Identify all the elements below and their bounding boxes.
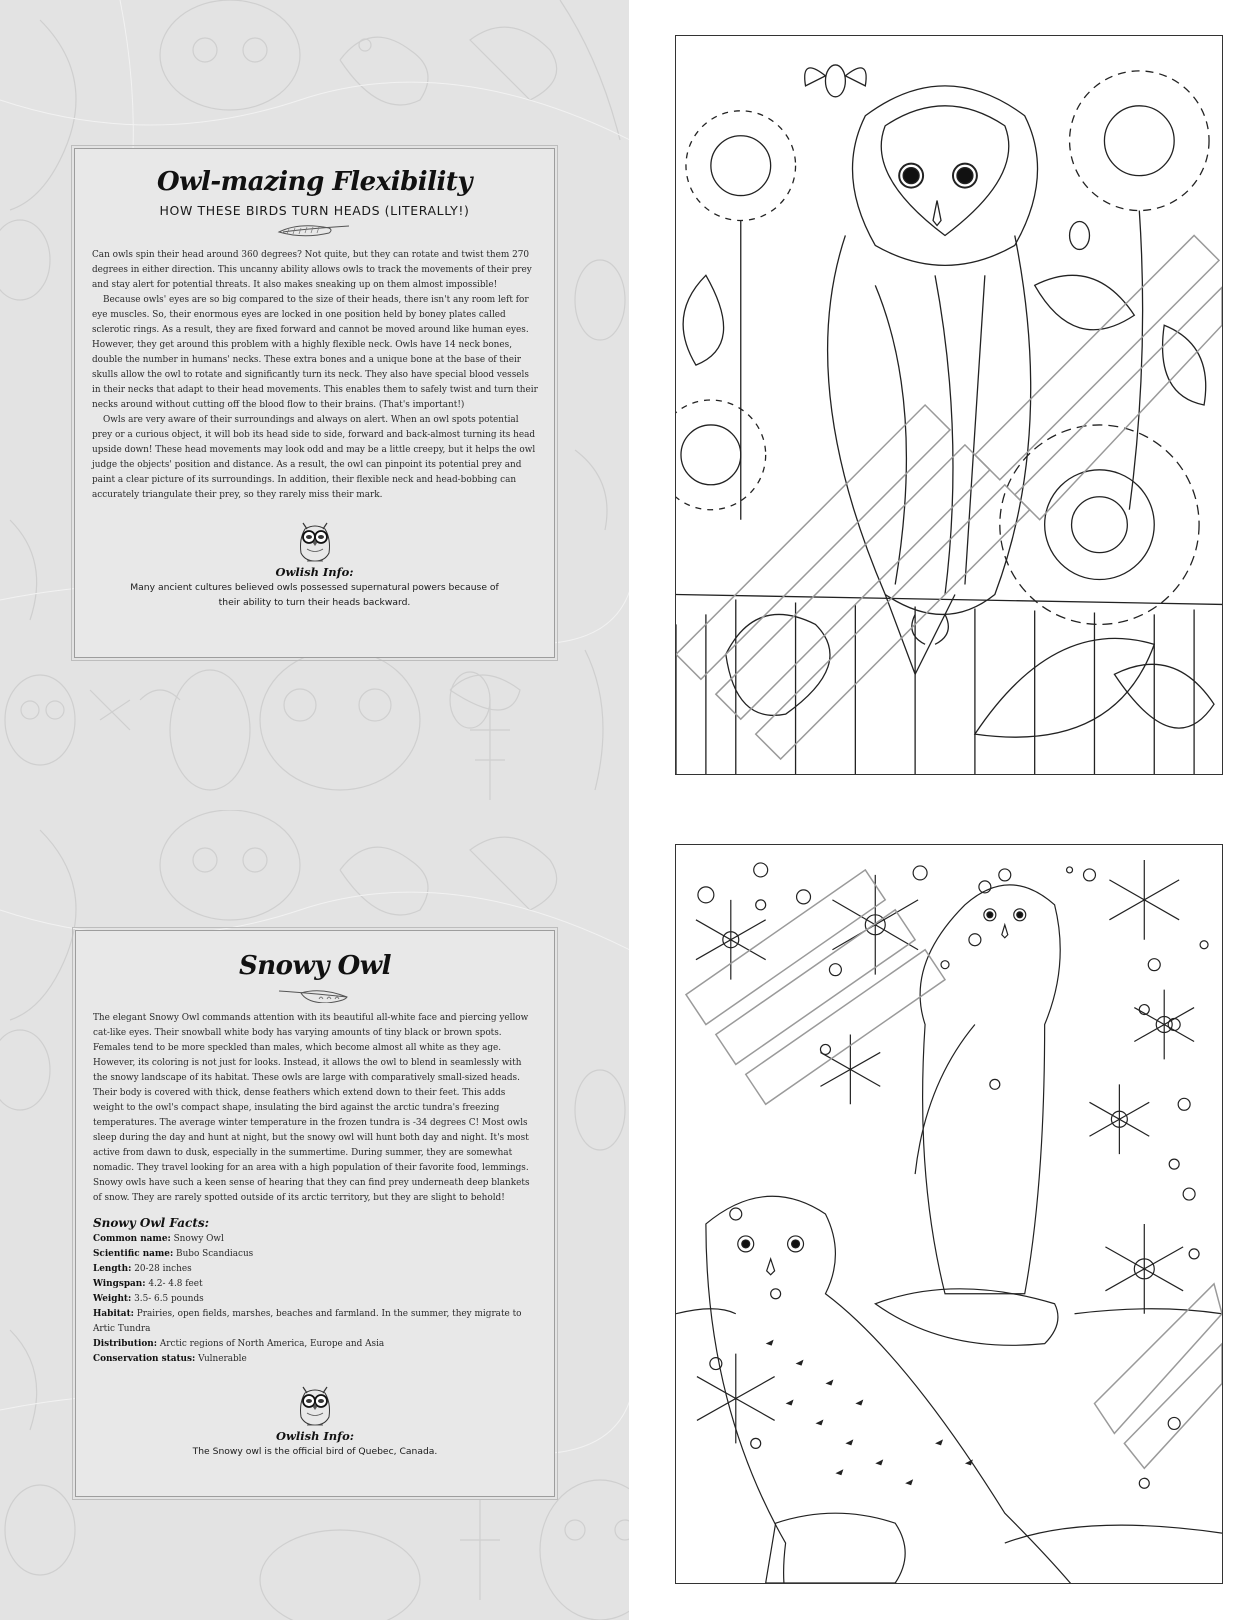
article-body	[75, 248, 554, 503]
owlish-info-title: Owlish Info:	[275, 565, 354, 579]
paragraph: Can owls spin their head around 360 degrees? Not quite, but they can rotate and twist them 270 degrees in either direction. This uncanny ability allows owls to track the movements of their prey and stay alert for potential threats. It also makes sneaking up on them almost impossible!	[92, 250, 532, 290]
coloring-page-snowy-owls	[675, 844, 1223, 1584]
owlish-info-text: Many ancient cultures believed owls possessed supernatural powers because of their ability to turn their heads backward.	[130, 582, 499, 608]
article-body	[76, 1011, 554, 1206]
owl-with-glasses-icon	[295, 1381, 335, 1429]
owlish-info-text: The Snowy owl is the official bird of Quebec, Canada.	[192, 1446, 438, 1457]
owl-with-glasses-icon	[295, 517, 335, 565]
barn-owl-line-art	[676, 36, 1222, 774]
fact-habitat: Habitat: Prairies, open fields, marshes, beaches and farmland. In the summer, they migrate to Artic Tundra	[93, 1309, 522, 1334]
fact-common-name: Common name: Snowy Owl	[93, 1234, 224, 1244]
paragraph: The elegant Snowy Owl commands attention with its beautiful all-white face and piercing yellow cat-like eyes. Their snowball white body has varying amounts of tiny black or brown spots. Females tend to be more speckled than males, which become almost all white as they age. However, its coloring is not just for looks. Instead, it allows the owl to blend in seamlessly with the snowy landscape of its habitat. These owls are large with comparatively small-sized heads. Their body is covered with thick, dense feathers which extend down to their feet. This adds weight to the owl's compact shape, insulating the bird against the arctic tundra's freezing temperatures. The average winter temperature in the frozen tundra is -34 degrees C! Most owls sleep during the day and hunt at night, but the snowy owl will hunt both day and night. It's most active from dawn to dusk, especially in the summertime. During summer, they are somewhat nomadic. They travel looking for an area with a high population of their favorite food, lemmings. Snowy owls have such a keen sense of hearing that they can find prey underneath deep blankets of snow. They are rarely spotted outside of its arctic territory, but they are slight to behold!	[93, 1013, 530, 1203]
feather-icon	[275, 987, 355, 1003]
fact-wingspan: Wingspan: 4.2- 4.8 feet	[93, 1279, 203, 1289]
snowy-owls-line-art	[676, 845, 1222, 1583]
sample-watermark	[686, 870, 1222, 1468]
paragraph: Because owls' eyes are so big compared to the size of their heads, there isn't any room left for eye muscles. So, their enormous eyes are locked in one position held by boney plates called sclerotic rings. As a result, they are fixed forward and cannot be moved around like human eyes. However, they get around this problem with a highly flexible neck. Owls have 14 neck bones, double the number in humans' necks. These extra bones and a unique bone at the base of their skulls allow the owl to rotate and significantly turn its neck. They also have special blood vessels in their necks that adapt to their head movements. This enables them to safely twist and turn their necks around without cutting off the blood flow to their brains. (That's important!)	[92, 295, 538, 410]
fact-distribution: Distribution: Arctic regions of North America, Europe and Asia	[93, 1339, 385, 1349]
left-panel-top	[0, 0, 629, 810]
feather-icon	[275, 224, 355, 238]
fact-scientific-name: Scientific name: Bubo Scandiacus	[93, 1249, 254, 1259]
article-title: Snowy Owl	[239, 951, 391, 981]
facts-list	[76, 1232, 554, 1367]
paragraph: Owls are very aware of their surroundings and always on alert. When an owl spots potential prey or a curious object, it will bob its head side to side, forward and back-almost turning its head upside down! These head movements may look odd and may be a little creepy, but it helps the owl judge the objects' position and distance. As a result, the owl can pinpoint its potential prey and paint a clear picture of its surroundings. In addition, their flexible neck and head-bobbing can accurately triangulate their prey, so they rarely miss their mark.	[92, 415, 536, 500]
article-title: Owl-mazing Flexibility	[156, 167, 472, 197]
fact-conservation-status: Conservation status: Vulnerable	[93, 1354, 247, 1364]
owlish-info	[75, 517, 554, 610]
facts-title: Snowy Owl Facts:	[93, 1216, 210, 1230]
fact-weight: Weight: 3.5- 6.5 pounds	[93, 1294, 204, 1304]
coloring-page-barn-owl-sunflowers	[675, 35, 1223, 775]
owl-spots	[766, 1340, 973, 1486]
fact-length: Length: 20-28 inches	[93, 1264, 192, 1274]
info-box-snowy-owl	[75, 930, 555, 1497]
info-box-owl-flexibility	[74, 148, 555, 658]
owlish-info	[76, 1381, 554, 1459]
sample-watermark	[676, 235, 1222, 759]
owlish-info-title: Owlish Info:	[275, 1429, 355, 1443]
article-subtitle: HOW THESE BIRDS TURN HEADS (LITERALLY!)	[159, 203, 470, 218]
